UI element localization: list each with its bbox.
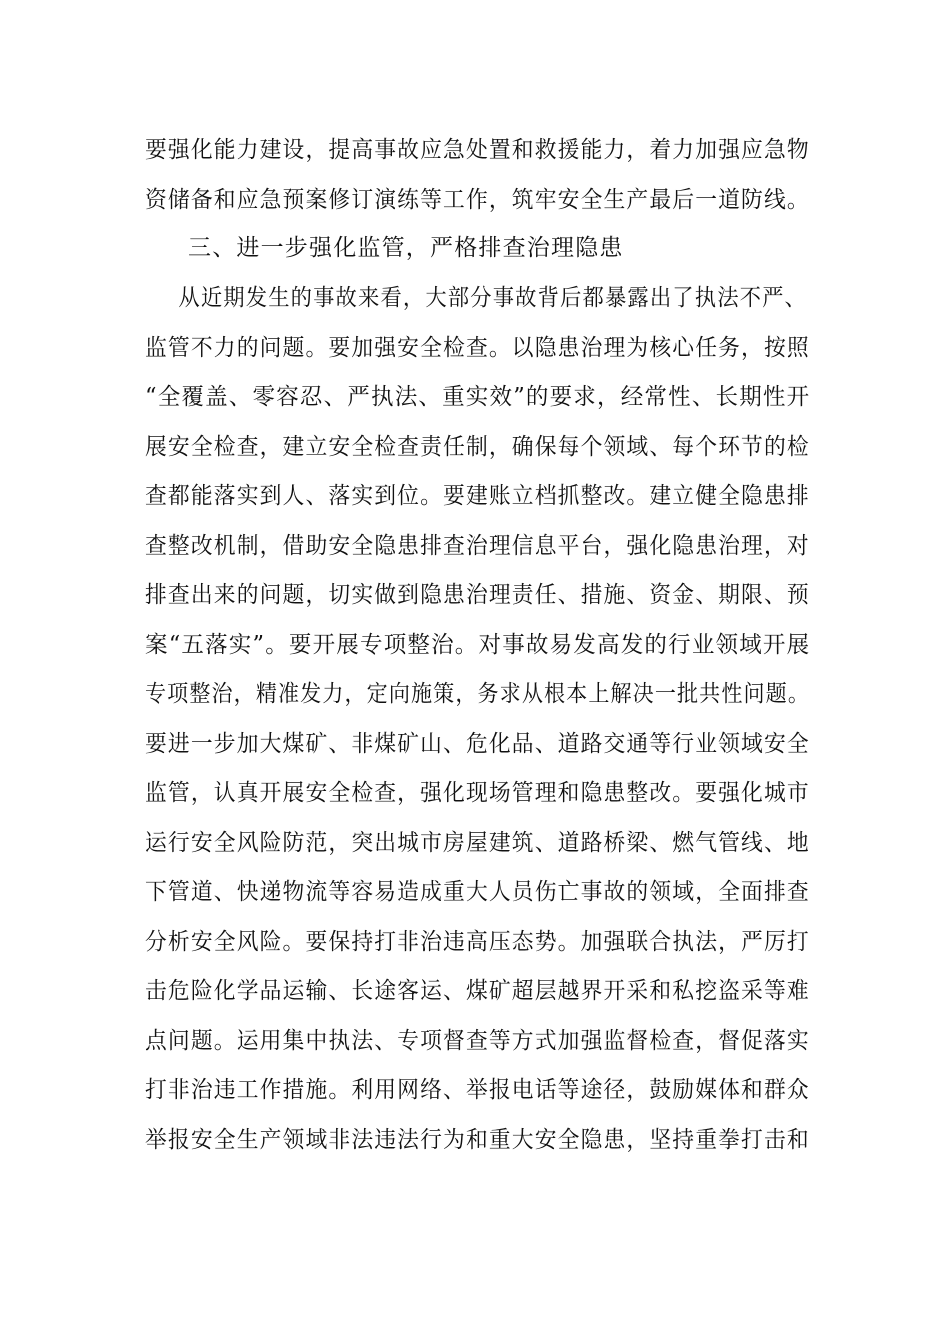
paragraph-line: 资储备和应急预案修订演练等工作，筑牢安全生产最后一道防线。 — [145, 186, 810, 213]
paragraph-line: 查都能落实到人、落实到位。要建账立档抓整改。建立健全隐患排 — [145, 483, 810, 509]
paragraph-line: “全覆盖、零容忍、严执法、重实效”的要求，经常性、长期性开 — [145, 384, 811, 410]
paragraph-line: 点问题。运用集中执法、专项督查等方式加强监督检查，督促落实 — [145, 1027, 810, 1054]
paragraph-line: 从近期发生的事故来看，大部分事故背后都暴露出了执法不严、 — [178, 285, 808, 311]
section-heading: 三、进一步强化监管，严格排查治理隐患 — [188, 235, 624, 261]
paragraph-line: 要强化能力建设，提高事故应急处置和救援能力，着力加强应急物 — [145, 137, 810, 163]
paragraph-line: 要进一步加大煤矿、非煤矿山、危化品、道路交通等行业领域安全 — [145, 730, 810, 757]
paragraph-line: 监管不力的问题。要加强安全检查。以隐患治理为核心任务，按照 — [145, 334, 810, 361]
paragraph-line: 打非治违工作措施。利用网络、举报电话等途径，鼓励媒体和群众 — [145, 1077, 810, 1103]
paragraph-line: 展安全检查，建立安全检查责任制，确保每个领域、每个环节的检 — [145, 433, 810, 460]
paragraph-line: 运行安全风险防范，突出城市房屋建筑、道路桥梁、燃气管线、地 — [145, 829, 810, 856]
paragraph-line: 排查出来的问题，切实做到隐患治理责任、措施、资金、期限、预 — [145, 582, 810, 608]
paragraph-line: 专项整治，精准发力，定向施策，务求从根本上解决一批共性问题。 — [145, 681, 811, 707]
paragraph-line: 击危险化学品运输、长途客运、煤矿超层越界开采和私挖盗采等难 — [145, 978, 810, 1004]
paragraph-line: 举报安全生产领域非法违法行为和重大安全隐患，坚持重拳打击和 — [145, 1126, 810, 1153]
paragraph-1 — [145, 126, 810, 225]
paragraph-line: 下管道、快递物流等容易造成重大人员伤亡事故的领域，全面排查 — [145, 879, 810, 905]
paragraph-line: 查整改机制，借助安全隐患排查治理信息平台，强化隐患治理，对 — [145, 532, 810, 559]
paragraph-line: 案“五落实”。要开展专项整治。对事故易发高发的行业领域开展 — [145, 631, 811, 658]
paragraph-line: 监管，认真开展安全检查，强化现场管理和隐患整改。要强化城市 — [145, 780, 810, 806]
paragraph-2 — [145, 274, 810, 1165]
paragraph-line: 分析安全风险。要保持打非治违高压态势。加强联合执法，严厉打 — [145, 928, 810, 955]
